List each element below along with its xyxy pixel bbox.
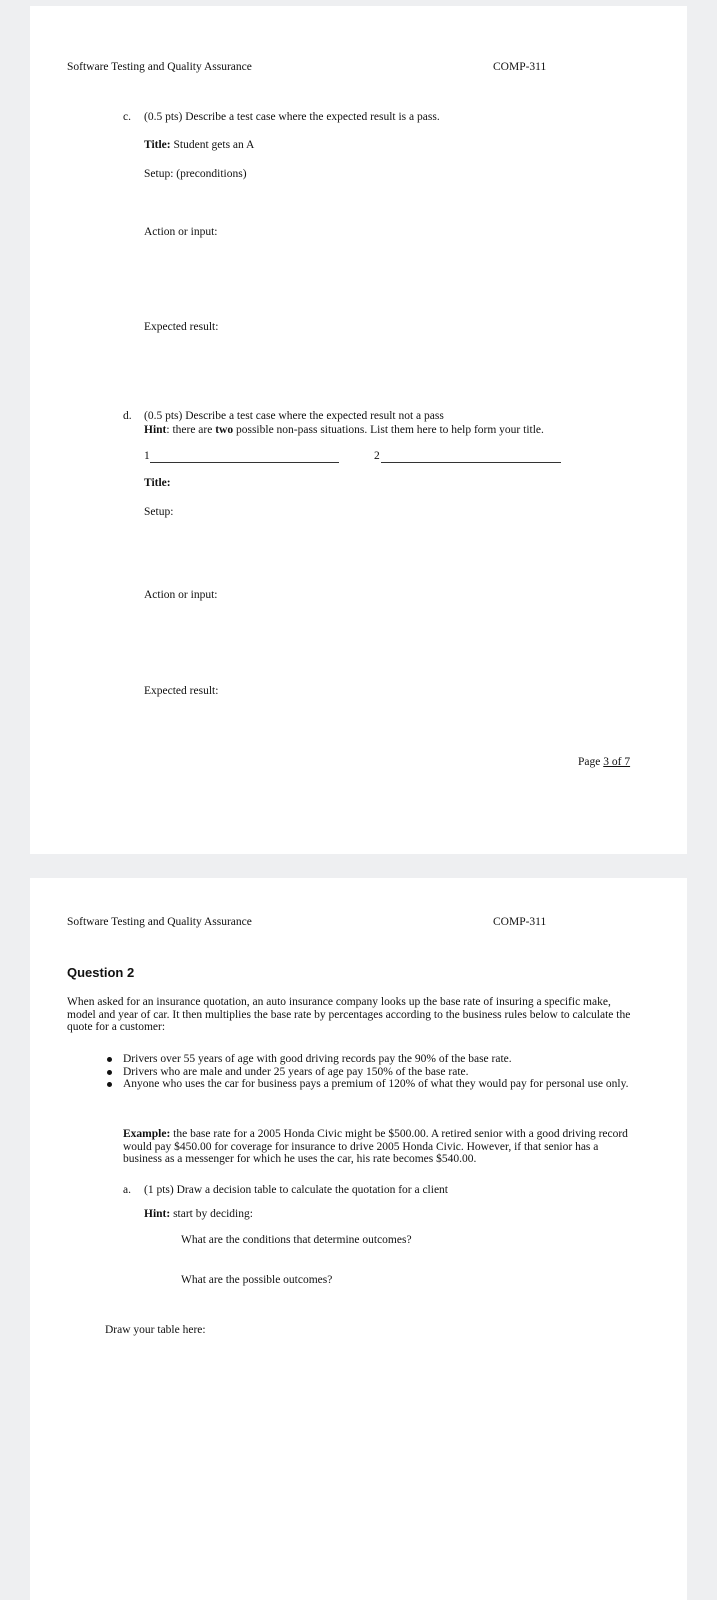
part-d-hint-label: Hint [144,424,167,436]
part-a-marker: a. [123,1184,131,1196]
part-c-title-line [144,139,254,152]
page-header-code: COMP-311 [493,61,547,73]
page-number-prefix: Page [578,756,604,768]
part-c-marker: c. [123,111,131,123]
part-d-setup-label: Setup: [144,506,174,518]
blank-1-line[interactable] [150,462,339,463]
draw-table-label: Draw your table here: [105,1324,206,1336]
example-paragraph [123,1128,638,1166]
rule-item [105,1078,645,1091]
part-a-hint-text: start by deciding: [170,1208,253,1220]
part-d-title-label: Title: [144,477,171,489]
document-page-3 [30,6,687,854]
part-a-question: (1 pts) Draw a decision table to calculate the quotation for a client [144,1184,448,1196]
part-d-question: (0.5 pts) Describe a test case where the expected result not a pass [144,410,444,422]
part-d-hint-bold: two [215,424,234,436]
part-d-expected-label: Expected result: [144,685,219,697]
part-d-hint-text-1: : there are [166,424,216,436]
part-a-hint [144,1208,253,1221]
bullet-icon [107,1057,112,1062]
part-c-question: (0.5 pts) Describe a test case where the expected result is a pass. [144,111,440,123]
rule-item [105,1066,645,1079]
business-rules-list [105,1053,645,1091]
part-d-marker: d. [123,410,132,422]
rule-item [105,1053,645,1066]
page-header-course: Software Testing and Quality Assurance [67,916,252,928]
rule-text: Drivers over 55 years of age with good driving records pay the 90% of the base rate. [123,1053,512,1065]
hint-question-conditions: What are the conditions that determine outcomes? [181,1234,412,1246]
example-text: the base rate for a 2005 Honda Civic might be $500.00. A retired senior with a good driving record would pay $450.00 for coverage for insurance to drive 2005 Honda Civic. However, if that senior has a business as a messenger for which he uses the car, his rate becomes $540.00. [123,1128,628,1165]
document-page-4 [30,878,687,1600]
blank-1-label: 1 [144,450,150,462]
part-a-hint-label: Hint: [144,1208,171,1220]
hint-question-outcomes: What are the possible outcomes? [181,1274,333,1286]
page-number-link[interactable]: 3 of 7 [603,756,631,768]
rule-text: Anyone who uses the car for business pays a premium of 120% of what they would pay for personal use only. [123,1078,629,1090]
part-d-action-label: Action or input: [144,589,218,601]
blank-2-line[interactable] [381,462,561,463]
part-d-hint [144,424,544,437]
part-c-action-label: Action or input: [144,226,218,238]
example-label: Example: [123,1128,171,1140]
part-d-hint-text-2: possible non-pass situations. List them here to help form your title. [233,424,544,436]
part-c-setup-label: Setup: (preconditions) [144,168,247,180]
page-header-code: COMP-311 [493,916,547,928]
rule-text: Drivers who are male and under 25 years of age pay 150% of the base rate. [123,1065,469,1078]
part-c-title-label: Title: [144,139,171,151]
page-header-course: Software Testing and Quality Assurance [67,61,252,73]
part-c-expected-label: Expected result: [144,321,219,333]
question-2-intro: When asked for an insurance quotation, an auto insurance company looks up the base rate of insuring a specific make, model and year of car. It then multiplies the base rate by percentages according to the business rules below to calculate the quote for a customer: [67,996,631,1033]
blank-2-label: 2 [374,450,380,462]
bullet-icon [107,1070,112,1075]
question-2-heading: Question 2 [67,965,135,980]
page-number [578,756,630,769]
part-c-title-value: Student gets an A [173,139,255,151]
bullet-icon [107,1082,112,1087]
